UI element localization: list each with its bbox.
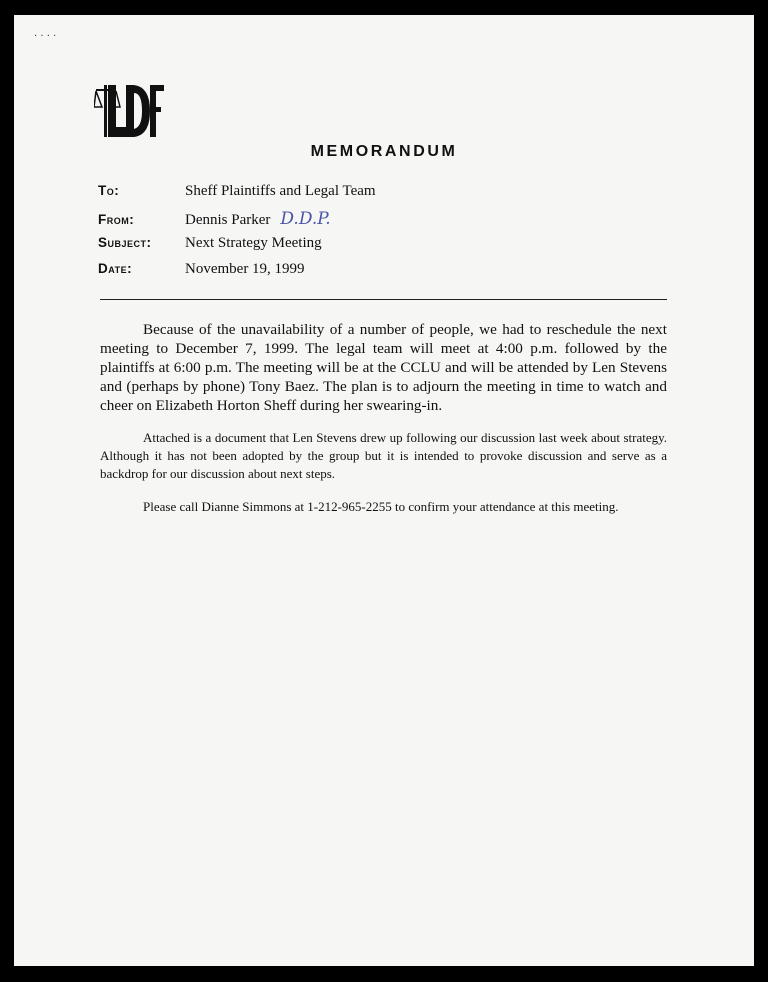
to-value: Sheff Plaintiffs and Legal Team — [185, 183, 376, 199]
scan-specks: · · · · — [34, 31, 57, 42]
subject-value: Next Strategy Meeting — [185, 235, 322, 251]
body-paragraph-1: Because of the unavailability of a number of people, we had to reschedule the next meeting to December 7, 1999. The legal team will meet at 4:00 p.m. followed by the plaintiffs at 6:00 p.m. The meeting will be at the CCLU and will be attended by Len Stevens and (perhaps by phone) Tony Baez. The plan is to adjourn the meeting in time to watch and cheer on Elizabeth Horton Sheff during her swearing-in. — [100, 321, 667, 414]
from-value: Dennis Parker — [185, 212, 271, 228]
memo-page — [14, 15, 754, 966]
body-paragraph-2: Attached is a document that Len Stevens drew up following our discussion last week about strategy. Although it has not been adopted by the group but it is intended to provoke discussion and serve as a backdrop for our discussion about next steps. — [100, 430, 667, 481]
subject-label: Subject: — [98, 235, 152, 250]
handwritten-initials: D.D.P. — [280, 209, 331, 229]
date-label: Date: — [98, 261, 133, 276]
from-row — [98, 209, 331, 231]
to-label: To: — [98, 183, 120, 198]
date-row — [98, 261, 305, 283]
from-label: From: — [98, 212, 135, 227]
ldf-logo — [94, 79, 164, 143]
header-divider — [100, 299, 667, 300]
memo-title: MEMORANDUM — [310, 143, 458, 160]
date-value: November 19, 1999 — [185, 261, 305, 277]
body-paragraph-3: Please call Dianne Simmons at 1-212-965-2255 to confirm your attendance at this meeting. — [143, 499, 619, 514]
to-row — [98, 183, 376, 205]
subject-row — [98, 235, 322, 257]
